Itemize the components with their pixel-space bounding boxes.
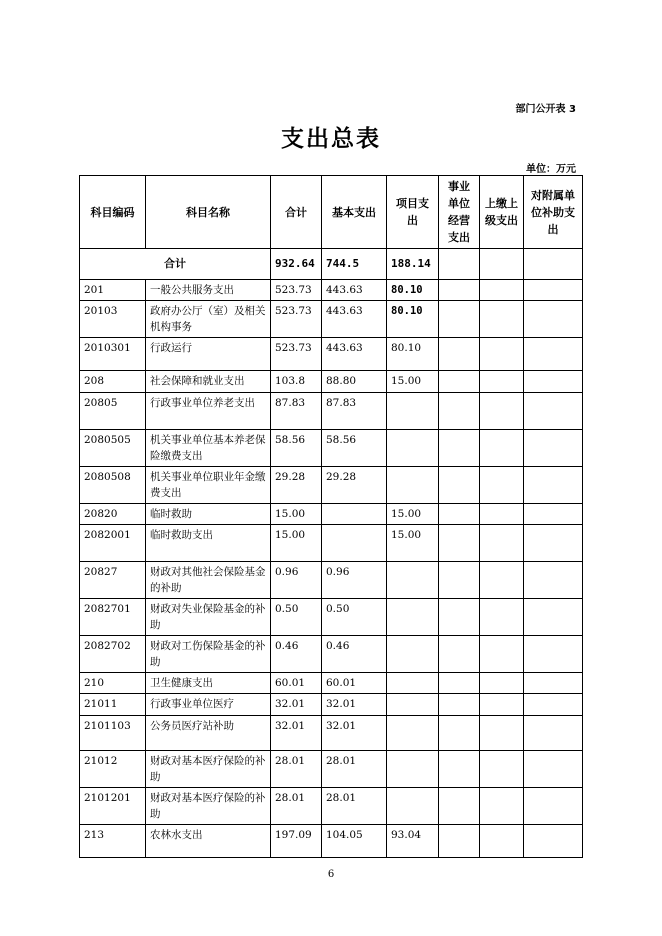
cell-project	[387, 562, 439, 599]
cell-code: 208	[80, 371, 146, 393]
page-title: 支出总表	[281, 126, 381, 152]
cell-upper	[480, 393, 524, 430]
cell-code: 21011	[80, 694, 146, 716]
cell-total: 15.00	[271, 504, 322, 525]
cell-basic: 104.05	[322, 825, 387, 858]
cell-business	[439, 788, 480, 825]
cell-upper	[480, 371, 524, 393]
cell-basic: 0.96	[322, 562, 387, 599]
cell-business	[439, 504, 480, 525]
table-row	[80, 280, 583, 301]
cell-business	[439, 716, 480, 751]
total-row	[80, 249, 583, 280]
cell-upper	[480, 751, 524, 788]
cell-upper	[480, 504, 524, 525]
table-row	[80, 716, 583, 751]
cell-subsidiary	[524, 525, 583, 562]
cell-project	[387, 599, 439, 636]
header-project: 项目支出	[387, 176, 439, 249]
total-business	[439, 249, 480, 280]
cell-subsidiary	[524, 504, 583, 525]
cell-code: 2080508	[80, 467, 146, 504]
table-row	[80, 673, 583, 694]
table-row	[80, 636, 583, 673]
cell-name: 财政对工伤保险基金的补助	[146, 636, 271, 673]
header-basic: 基本支出	[322, 176, 387, 249]
table-row	[80, 371, 583, 393]
cell-code: 2082701	[80, 599, 146, 636]
cell-subsidiary	[524, 280, 583, 301]
cell-name: 临时救助	[146, 504, 271, 525]
total-value: 932.64	[271, 249, 322, 280]
cell-business	[439, 371, 480, 393]
table-row	[80, 788, 583, 825]
cell-subsidiary	[524, 371, 583, 393]
cell-name: 机关事业单位职业年金缴费支出	[146, 467, 271, 504]
cell-subsidiary	[524, 788, 583, 825]
cell-project	[387, 716, 439, 751]
cell-total: 0.50	[271, 599, 322, 636]
header-code: 科目编码	[80, 176, 146, 249]
cell-code: 20805	[80, 393, 146, 430]
cell-subsidiary	[524, 694, 583, 716]
cell-code: 20820	[80, 504, 146, 525]
expenditure-table	[79, 175, 583, 858]
cell-name: 卫生健康支出	[146, 673, 271, 694]
cell-subsidiary	[524, 338, 583, 371]
cell-business	[439, 338, 480, 371]
cell-basic: 443.63	[322, 280, 387, 301]
cell-upper	[480, 301, 524, 338]
cell-basic	[322, 504, 387, 525]
cell-upper	[480, 562, 524, 599]
table-row	[80, 301, 583, 338]
cell-subsidiary	[524, 562, 583, 599]
cell-project	[387, 694, 439, 716]
cell-total: 58.56	[271, 430, 322, 467]
cell-name: 临时救助支出	[146, 525, 271, 562]
table-row	[80, 751, 583, 788]
cell-subsidiary	[524, 467, 583, 504]
cell-project: 80.10	[387, 338, 439, 371]
table-row	[80, 562, 583, 599]
cell-upper	[480, 716, 524, 751]
cell-subsidiary	[524, 393, 583, 430]
cell-total: 523.73	[271, 301, 322, 338]
cell-total: 0.96	[271, 562, 322, 599]
total-label: 合计	[80, 249, 271, 280]
document-code: 部门公开表 3	[515, 104, 576, 115]
cell-upper	[480, 467, 524, 504]
cell-project	[387, 430, 439, 467]
cell-code: 21012	[80, 751, 146, 788]
cell-name: 机关事业单位基本养老保险缴费支出	[146, 430, 271, 467]
cell-name: 行政运行	[146, 338, 271, 371]
cell-basic: 0.46	[322, 636, 387, 673]
cell-business	[439, 280, 480, 301]
cell-business	[439, 301, 480, 338]
cell-basic: 0.50	[322, 599, 387, 636]
cell-business	[439, 694, 480, 716]
cell-code: 210	[80, 673, 146, 694]
cell-business	[439, 393, 480, 430]
cell-code: 2010301	[80, 338, 146, 371]
cell-subsidiary	[524, 716, 583, 751]
cell-business	[439, 673, 480, 694]
cell-basic: 58.56	[322, 430, 387, 467]
cell-name: 财政对其他社会保险基金的补助	[146, 562, 271, 599]
cell-total: 29.28	[271, 467, 322, 504]
table-row	[80, 525, 583, 562]
header-upper: 上缴上级支出	[480, 176, 524, 249]
cell-business	[439, 430, 480, 467]
cell-upper	[480, 599, 524, 636]
cell-subsidiary	[524, 430, 583, 467]
cell-code: 2082702	[80, 636, 146, 673]
cell-basic: 28.01	[322, 788, 387, 825]
cell-business	[439, 751, 480, 788]
cell-project: 80.10	[387, 301, 439, 338]
cell-basic: 29.28	[322, 467, 387, 504]
header-subsidiary: 对附属单位补助支出	[524, 176, 583, 249]
cell-basic: 32.01	[322, 716, 387, 751]
cell-project: 15.00	[387, 371, 439, 393]
table-row	[80, 694, 583, 716]
cell-business	[439, 562, 480, 599]
cell-upper	[480, 788, 524, 825]
cell-total: 523.73	[271, 280, 322, 301]
cell-basic: 88.80	[322, 371, 387, 393]
cell-basic: 443.63	[322, 301, 387, 338]
cell-total: 32.01	[271, 694, 322, 716]
cell-business	[439, 467, 480, 504]
cell-name: 一般公共服务支出	[146, 280, 271, 301]
cell-name: 社会保障和就业支出	[146, 371, 271, 393]
total-upper	[480, 249, 524, 280]
cell-total: 32.01	[271, 716, 322, 751]
header-business: 事业单位经营支出	[439, 176, 480, 249]
cell-upper	[480, 525, 524, 562]
cell-name: 行政事业单位医疗	[146, 694, 271, 716]
cell-name: 财政对基本医疗保险的补助	[146, 788, 271, 825]
cell-code: 2101103	[80, 716, 146, 751]
cell-total: 60.01	[271, 673, 322, 694]
cell-basic: 87.83	[322, 393, 387, 430]
cell-subsidiary	[524, 673, 583, 694]
cell-business	[439, 825, 480, 858]
cell-project	[387, 751, 439, 788]
total-subsidiary	[524, 249, 583, 280]
cell-name: 财政对基本医疗保险的补助	[146, 751, 271, 788]
table-row	[80, 393, 583, 430]
cell-total: 103.8	[271, 371, 322, 393]
cell-basic: 28.01	[322, 751, 387, 788]
cell-subsidiary	[524, 301, 583, 338]
header-total: 合计	[271, 176, 322, 249]
table-row	[80, 504, 583, 525]
cell-project	[387, 673, 439, 694]
cell-business	[439, 599, 480, 636]
cell-project	[387, 467, 439, 504]
page-number: 6	[327, 869, 335, 880]
cell-basic: 32.01	[322, 694, 387, 716]
cell-total: 28.01	[271, 751, 322, 788]
cell-basic: 443.63	[322, 338, 387, 371]
table-row	[80, 599, 583, 636]
cell-code: 2080505	[80, 430, 146, 467]
cell-project	[387, 393, 439, 430]
cell-name: 行政事业单位养老支出	[146, 393, 271, 430]
total-basic: 744.5	[322, 249, 387, 280]
unit-label: 单位：万元	[526, 164, 576, 175]
header-name: 科目名称	[146, 176, 271, 249]
cell-business	[439, 525, 480, 562]
cell-project: 15.00	[387, 525, 439, 562]
cell-upper	[480, 338, 524, 371]
cell-total: 197.09	[271, 825, 322, 858]
cell-code: 213	[80, 825, 146, 858]
table-row	[80, 338, 583, 371]
cell-total: 15.00	[271, 525, 322, 562]
cell-subsidiary	[524, 825, 583, 858]
cell-code: 20103	[80, 301, 146, 338]
cell-project: 93.04	[387, 825, 439, 858]
cell-subsidiary	[524, 751, 583, 788]
cell-upper	[480, 636, 524, 673]
cell-basic: 60.01	[322, 673, 387, 694]
cell-project: 15.00	[387, 504, 439, 525]
cell-subsidiary	[524, 599, 583, 636]
cell-name: 公务员医疗站补助	[146, 716, 271, 751]
cell-total: 28.01	[271, 788, 322, 825]
cell-code: 2082001	[80, 525, 146, 562]
cell-total: 87.83	[271, 393, 322, 430]
cell-basic	[322, 525, 387, 562]
cell-name: 财政对失业保险基金的补助	[146, 599, 271, 636]
cell-subsidiary	[524, 636, 583, 673]
cell-code: 2101201	[80, 788, 146, 825]
cell-code: 20827	[80, 562, 146, 599]
cell-project: 80.10	[387, 280, 439, 301]
cell-name: 农林水支出	[146, 825, 271, 858]
cell-upper	[480, 694, 524, 716]
cell-name: 政府办公厅（室）及相关机构事务	[146, 301, 271, 338]
cell-upper	[480, 430, 524, 467]
table-row	[80, 430, 583, 467]
cell-project	[387, 636, 439, 673]
cell-upper	[480, 673, 524, 694]
cell-project	[387, 788, 439, 825]
cell-total: 523.73	[271, 338, 322, 371]
total-project: 188.14	[387, 249, 439, 280]
table-row	[80, 467, 583, 504]
cell-business	[439, 636, 480, 673]
cell-code: 201	[80, 280, 146, 301]
table-row	[80, 825, 583, 858]
cell-total: 0.46	[271, 636, 322, 673]
cell-upper	[480, 280, 524, 301]
cell-upper	[480, 825, 524, 858]
